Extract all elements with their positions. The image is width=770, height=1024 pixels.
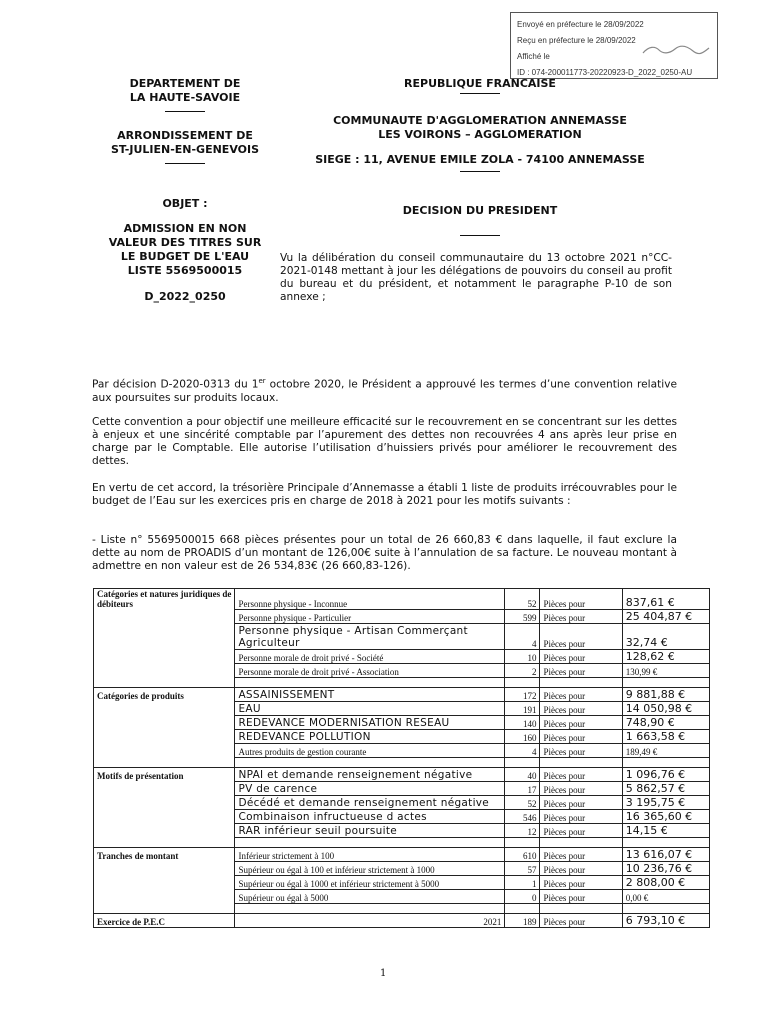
objet-text xyxy=(96,222,274,278)
objet-line-2: VALEUR DES TITRES SUR xyxy=(108,236,262,249)
category-cell xyxy=(94,795,235,809)
row-unit: Pièces pour xyxy=(540,701,622,715)
row-count: 40 xyxy=(505,767,540,781)
paragraph-convention-end: octobre 2020, le Président a approuvé les termes d’une convention relative aux poursuites sur produits locaux. xyxy=(92,378,677,404)
row-amount: 1 096,76 € xyxy=(622,767,709,781)
category-label: Exercice de P.E.C xyxy=(94,913,235,927)
row-label: NPAI et demande renseignement négative xyxy=(235,767,505,781)
paragraph-convention xyxy=(92,375,677,405)
row-label: ASSAINISSEMENT xyxy=(235,687,505,701)
empty-cell xyxy=(505,903,540,913)
category-label: Catégories et natures juridiques de débiteurs xyxy=(94,589,235,610)
table-row xyxy=(94,687,710,701)
empty-cell xyxy=(235,677,505,687)
row-amount: 14,15 € xyxy=(622,823,709,837)
row-unit: Pièces pour xyxy=(540,889,622,903)
table-row xyxy=(94,809,710,823)
divider xyxy=(165,111,205,112)
department-line-1: DEPARTEMENT DE xyxy=(129,77,241,90)
row-amount: 6 793,10 € xyxy=(622,913,709,927)
empty-cell xyxy=(505,757,540,767)
row-label: Supérieur ou égal à 1000 et inférieur strictement à 5000 xyxy=(235,875,505,889)
category-label: Motifs de présentation xyxy=(94,767,235,781)
table-row xyxy=(94,729,710,743)
recapitulatif-table xyxy=(93,588,710,928)
divider xyxy=(460,235,500,236)
table-row xyxy=(94,889,710,903)
row-count: 160 xyxy=(505,729,540,743)
row-count: 140 xyxy=(505,715,540,729)
paragraph-convention-start: Par décision D-2020-0313 du 1 xyxy=(92,378,259,391)
department-line-2: LA HAUTE-SAVOIE xyxy=(129,91,241,104)
row-label: EAU xyxy=(235,701,505,715)
row-amount: 2 808,00 € xyxy=(622,875,709,889)
objet-line-3: LE BUDGET DE L'EAU xyxy=(120,250,250,263)
table-row xyxy=(94,767,710,781)
row-amount: 16 365,60 € xyxy=(622,809,709,823)
row-unit: Pièces pour xyxy=(540,847,622,861)
table-row xyxy=(94,781,710,795)
table-spacer-row xyxy=(94,757,710,767)
arrondissement-line-2: ST-JULIEN-EN-GENEVOIS xyxy=(110,143,260,156)
row-unit: Pièces pour xyxy=(540,781,622,795)
empty-cell xyxy=(505,837,540,847)
stamp-posted-line: Affiché le xyxy=(517,52,550,61)
department-heading xyxy=(96,77,274,112)
empty-cell xyxy=(540,837,622,847)
row-label: Supérieur ou égal à 5000 xyxy=(235,889,505,903)
row-unit: Pièces pour xyxy=(540,743,622,757)
row-label: Décédé et demande renseignement négative xyxy=(235,795,505,809)
row-label: Autres produits de gestion courante xyxy=(235,743,505,757)
row-amount: 3 195,75 € xyxy=(622,795,709,809)
row-unit: Pièces pour xyxy=(540,809,622,823)
category-cell xyxy=(94,809,235,823)
table-spacer-row xyxy=(94,677,710,687)
row-amount: 837,61 € xyxy=(622,589,709,610)
row-label: Personne physique - Artisan Commerçant Agriculteur xyxy=(235,623,505,649)
row-amount: 10 236,76 € xyxy=(622,861,709,875)
table-row xyxy=(94,743,710,757)
row-count: 546 xyxy=(505,809,540,823)
row-count: 17 xyxy=(505,781,540,795)
row-label: Supérieur ou égal à 100 et inférieur strictement à 1000 xyxy=(235,861,505,875)
row-label: REDEVANCE MODERNISATION RESEAU xyxy=(235,715,505,729)
table-row xyxy=(94,589,710,610)
row-unit: Pièces pour xyxy=(540,729,622,743)
category-cell xyxy=(94,743,235,757)
objet-line-4: LISTE 5569500015 xyxy=(127,264,243,277)
empty-cell xyxy=(622,903,709,913)
table-row xyxy=(94,795,710,809)
row-label: RAR inférieur seuil poursuite xyxy=(235,823,505,837)
row-amount: 14 050,98 € xyxy=(622,701,709,715)
row-label: Personne physique - Particulier xyxy=(235,609,505,623)
empty-cell xyxy=(540,757,622,767)
category-cell xyxy=(94,649,235,663)
row-unit: Pièces pour xyxy=(540,875,622,889)
row-unit: Pièces pour xyxy=(540,715,622,729)
divider xyxy=(165,163,205,164)
row-amount: 128,62 € xyxy=(622,649,709,663)
communaute-heading xyxy=(290,114,670,142)
objet-label: OBJET : xyxy=(162,197,208,210)
decision-title: DECISION DU PRESIDENT xyxy=(402,204,558,217)
empty-cell xyxy=(235,837,505,847)
empty-cell xyxy=(94,903,235,913)
row-label: PV de carence xyxy=(235,781,505,795)
row-label: Personne morale de droit privé - Société xyxy=(235,649,505,663)
category-label: Tranches de montant xyxy=(94,847,235,861)
row-count: 12 xyxy=(505,823,540,837)
stamp-received-line: Reçu en préfecture le 28/09/2022 xyxy=(517,36,636,45)
row-amount: 9 881,88 € xyxy=(622,687,709,701)
row-count: 4 xyxy=(505,623,540,649)
table-row xyxy=(94,609,710,623)
paragraph-objectif: Cette convention a pour objectif une meilleure efficacité sur le recouvrement en se concentrant sur les dettes à enjeux et une sincérité comptable par l’apurement des dettes non recouvrées 4 ans après leur prise en charge par le Comptable. Elle autorise l’utilisation d’huissiers privés pour améliorer le recouvrement des dettes. xyxy=(92,416,677,467)
table-row xyxy=(94,847,710,861)
table-spacer-row xyxy=(94,903,710,913)
row-count: 4 xyxy=(505,743,540,757)
category-cell xyxy=(94,609,235,623)
decision-reference: D_2022_0250 xyxy=(144,290,226,303)
empty-cell xyxy=(540,903,622,913)
empty-cell xyxy=(540,677,622,687)
page-number: 1 xyxy=(380,968,387,979)
row-label: Personne physique - Inconnue xyxy=(235,589,505,610)
row-unit: Pièces pour xyxy=(540,589,622,610)
table-row xyxy=(94,623,710,649)
row-label: Combinaison infructueuse d actes xyxy=(235,809,505,823)
category-label: Catégories de produits xyxy=(94,687,235,701)
row-amount: 5 862,57 € xyxy=(622,781,709,795)
row-count: 599 xyxy=(505,609,540,623)
transmission-stamp xyxy=(510,12,718,79)
table-row xyxy=(94,823,710,837)
divider xyxy=(460,171,500,172)
category-cell xyxy=(94,823,235,837)
row-amount: 130,99 € xyxy=(622,663,709,677)
row-count: 52 xyxy=(505,795,540,809)
stamp-sent-line: Envoyé en préfecture le 28/09/2022 xyxy=(517,20,644,29)
row-count: 52 xyxy=(505,589,540,610)
empty-cell xyxy=(622,677,709,687)
table-row xyxy=(94,875,710,889)
category-cell xyxy=(94,889,235,903)
paragraph-liste: - Liste n° 5569500015 668 pièces présentes pour un total de 26 660,83 € dans laquelle, il faut exclure la dette au nom de PROADIS d’un montant de 126,00€ suite à l’annulation de sa facture. Le nouveau montant à admettre en non valeur est de 26 534,83€ (26 660,83-126). xyxy=(92,534,677,572)
row-unit: Pièces pour xyxy=(540,767,622,781)
decision-heading xyxy=(290,204,670,236)
category-cell xyxy=(94,623,235,649)
row-unit: Pièces pour xyxy=(540,623,622,649)
row-amount: 189,49 € xyxy=(622,743,709,757)
category-cell xyxy=(94,729,235,743)
category-cell xyxy=(94,875,235,889)
category-cell xyxy=(94,715,235,729)
row-count: 1 xyxy=(505,875,540,889)
row-count: 172 xyxy=(505,687,540,701)
row-unit: Pièces pour xyxy=(540,609,622,623)
empty-cell xyxy=(235,757,505,767)
divider xyxy=(460,93,500,94)
empty-cell xyxy=(622,837,709,847)
row-label: Personne morale de droit privé - Association xyxy=(235,663,505,677)
row-amount: 1 663,58 € xyxy=(622,729,709,743)
row-amount: 748,90 € xyxy=(622,715,709,729)
row-label: Inférieur strictement à 100 xyxy=(235,847,505,861)
category-cell xyxy=(94,781,235,795)
empty-cell xyxy=(94,677,235,687)
table-row xyxy=(94,861,710,875)
table-row xyxy=(94,913,710,927)
row-count: 191 xyxy=(505,701,540,715)
row-count: 610 xyxy=(505,847,540,861)
communaute-line-2: LES VOIRONS – AGGLOMERATION xyxy=(378,128,582,141)
row-amount: 13 616,07 € xyxy=(622,847,709,861)
objet-line-1: ADMISSION EN NON xyxy=(123,222,247,235)
row-count: 189 xyxy=(505,913,540,927)
siege-heading xyxy=(290,153,670,172)
arrondissement-heading xyxy=(96,129,274,164)
row-amount: 0,00 € xyxy=(622,889,709,903)
row-unit: Pièces pour xyxy=(540,861,622,875)
row-unit: Pièces pour xyxy=(540,649,622,663)
empty-cell xyxy=(94,837,235,847)
republique-heading xyxy=(290,77,670,94)
row-count: 10 xyxy=(505,649,540,663)
arrondissement-line-1: ARRONDISSEMENT DE xyxy=(117,129,253,142)
table-row xyxy=(94,715,710,729)
row-count: 0 xyxy=(505,889,540,903)
row-unit: Pièces pour xyxy=(540,795,622,809)
row-unit: Pièces pour xyxy=(540,913,622,927)
category-cell xyxy=(94,701,235,715)
table-row xyxy=(94,701,710,715)
empty-cell xyxy=(235,903,505,913)
row-count: 2 xyxy=(505,663,540,677)
category-cell xyxy=(94,663,235,677)
vu-paragraph: Vu la délibération du conseil communautaire du 13 octobre 2021 n°CC-2021-0148 mettant à jour les délégations de pouvoirs du conseil au profit du bureau et du président, et notamment le paragraphe P-10 de son annexe ; xyxy=(280,252,672,303)
row-amount: 32,74 € xyxy=(622,623,709,649)
row-count: 57 xyxy=(505,861,540,875)
communaute-line-1: COMMUNAUTE D'AGGLOMERATION ANNEMASSE xyxy=(333,114,627,127)
table-row xyxy=(94,663,710,677)
empty-cell xyxy=(94,757,235,767)
signature-logo-icon xyxy=(641,44,711,56)
republique-title: REPUBLIQUE FRANCAISE xyxy=(404,77,556,90)
stamp-id-line: ID : 074-200011773-20220923-D_2022_0250-AU xyxy=(517,68,693,77)
empty-cell xyxy=(505,677,540,687)
table-spacer-row xyxy=(94,837,710,847)
category-cell xyxy=(94,861,235,875)
row-amount: 25 404,87 € xyxy=(622,609,709,623)
siege-address: SIEGE : 11, AVENUE EMILE ZOLA - 74100 ANNEMASSE xyxy=(315,153,645,166)
row-label: 2021 xyxy=(235,913,505,927)
empty-cell xyxy=(622,757,709,767)
table-row xyxy=(94,649,710,663)
row-unit: Pièces pour xyxy=(540,687,622,701)
superscript-er: er xyxy=(258,377,266,385)
row-label: REDEVANCE POLLUTION xyxy=(235,729,505,743)
row-unit: Pièces pour xyxy=(540,823,622,837)
row-unit: Pièces pour xyxy=(540,663,622,677)
paragraph-accord: En vertu de cet accord, la trésorière Principale d’Annemasse a établi 1 liste de produits irrécouvrables pour le budget de l’Eau sur les exercices pris en charge de 2018 à 2021 pour les motifs suivants : xyxy=(92,482,677,507)
